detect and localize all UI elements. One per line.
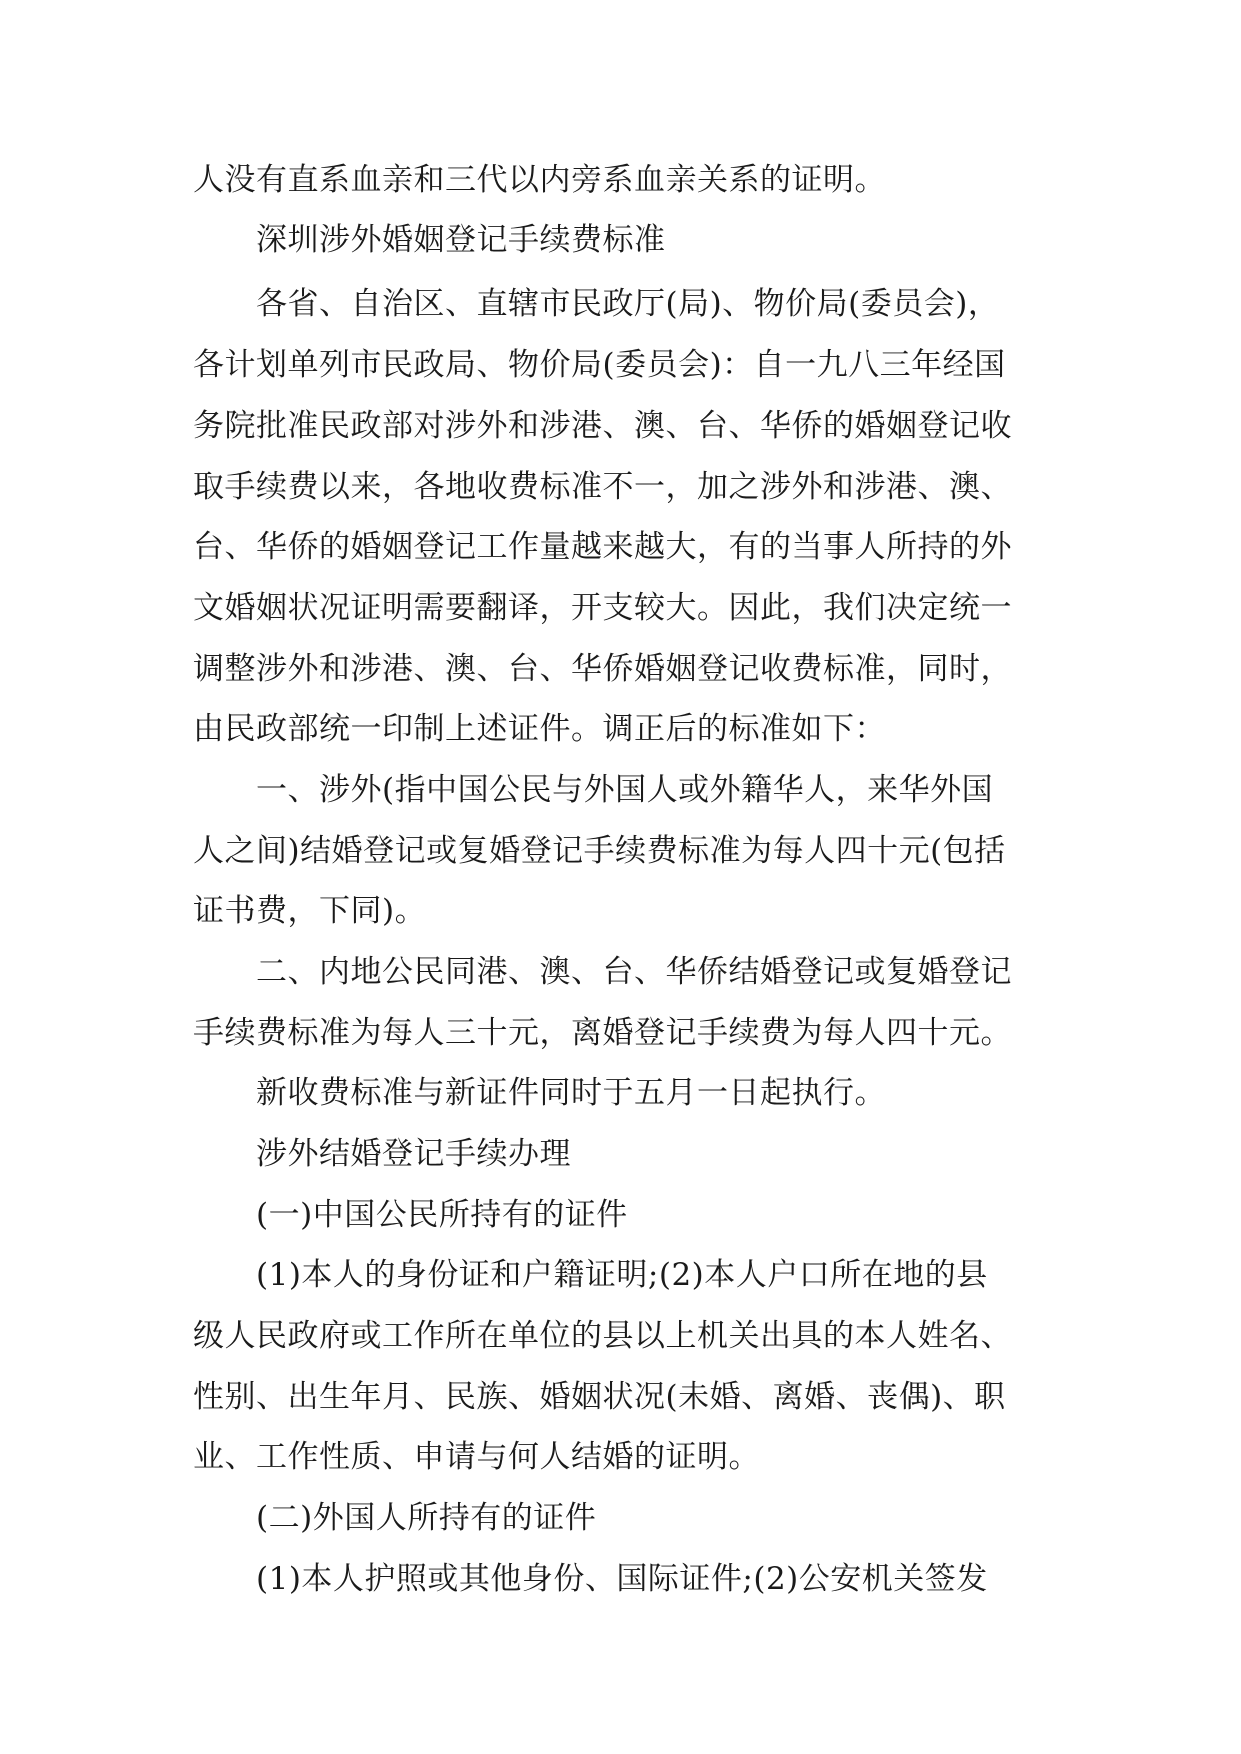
text-line: 手续费标准为每人三十元，离婚登记手续费为每人四十元。 [193, 1015, 1012, 1051]
subheading-chinese-citizen-documents: (一)中国公民所持有的证件 [256, 1197, 628, 1233]
section-heading-procedure: 涉外结婚登记手续办理 [256, 1136, 571, 1172]
text-line: 性别、出生年月、民族、婚姻状况(未婚、离婚、丧偶)、职 [193, 1379, 1006, 1415]
text-line: 新收费标准与新证件同时于五月一日起执行。 [256, 1075, 886, 1111]
section-heading-fee-standard: 深圳涉外婚姻登记手续费标准 [256, 222, 666, 258]
text-line: 人之间)结婚登记或复婚登记手续费标准为每人四十元(包括 [193, 833, 1006, 869]
text-line: (1)本人的身份证和户籍证明;(2)本人户口所在地的县 [256, 1257, 988, 1293]
text-line: 业、工作性质、申请与何人结婚的证明。 [193, 1439, 760, 1475]
text-line: 各省、自治区、直辖市民政厅(局)、物价局(委员会)， [256, 286, 1000, 322]
text-line: 台、华侨的婚姻登记工作量越来越大，有的当事人所持的外 [193, 529, 1012, 565]
text-line: 证书费，下同)。 [193, 893, 427, 929]
text-line: 文婚姻状况证明需要翻译，开支较大。因此，我们决定统一 [193, 590, 1012, 626]
text-line: 一、涉外(指中国公民与外国人或外籍华人，来华外国 [256, 772, 994, 808]
text-line: 由民政部统一印制上述证件。调正后的标准如下： [193, 711, 886, 747]
text-line: 级人民政府或工作所在单位的县以上机关出具的本人姓名、 [193, 1318, 1012, 1354]
text-line: 二、内地公民同港、澳、台、华侨结婚登记或复婚登记 [256, 954, 1012, 990]
text-line: 各计划单列市民政局、物价局(委员会)：自一九八三年经国 [193, 347, 1006, 383]
subheading-foreigner-documents: (二)外国人所持有的证件 [256, 1500, 597, 1536]
text-line: 人没有直系血亲和三代以内旁系血亲关系的证明。 [193, 162, 886, 198]
text-line: 取手续费以来，各地收费标准不一，加之涉外和涉港、澳、 [193, 469, 1012, 505]
text-line: 调整涉外和涉港、澳、台、华侨婚姻登记收费标准，同时， [193, 651, 1012, 687]
text-line: 务院批准民政部对涉外和涉港、澳、台、华侨的婚姻登记收 [193, 408, 1012, 444]
text-line: (1)本人护照或其他身份、国际证件;(2)公安机关签发 [256, 1561, 988, 1597]
